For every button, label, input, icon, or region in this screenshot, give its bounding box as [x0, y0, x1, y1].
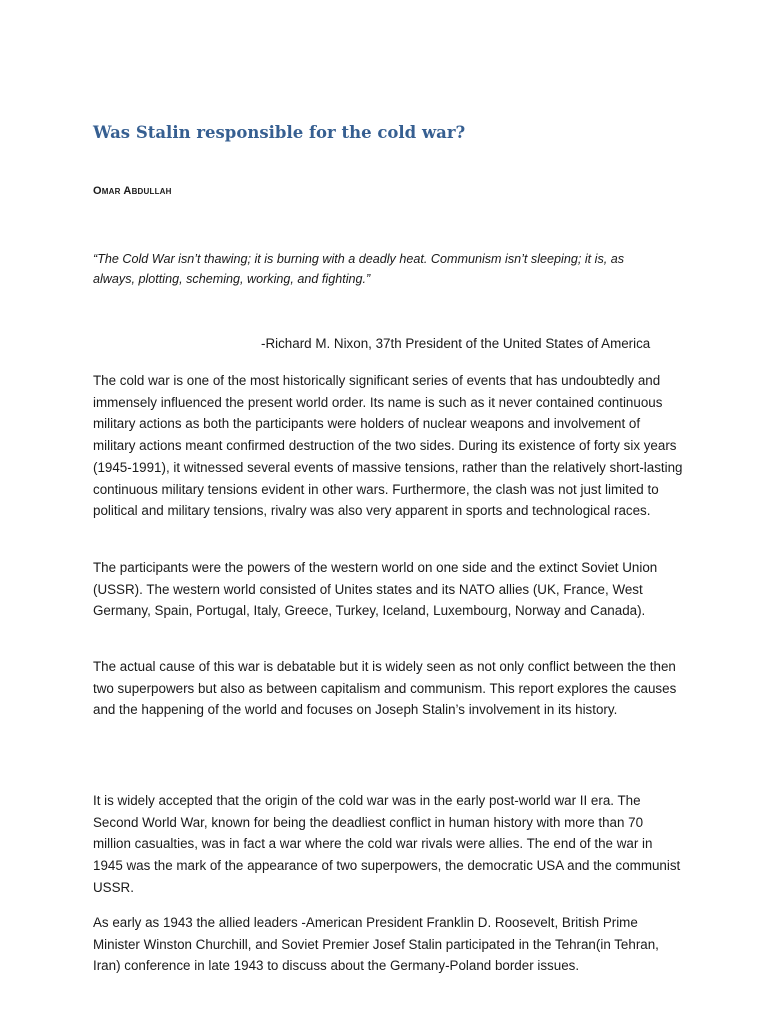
document-title: Was Stalin responsible for the cold war? — [93, 123, 466, 142]
body-paragraph: The cold war is one of the most historically significant series of events that has undoubtedly and immensely influenced the present world order. Its name is such as it never contained continuous military actions as both the participants were holders of nuclear weapons and involvement of military actions meant confirmed destruction of the two sides. During its existence of forty six years (1945-1991), it witnessed several events of massive tensions, rather than the relatively short-lasting continuous military tensions evident in other wars. Furthermore, the clash was not just limited to political and military tensions, rivalry was also very apparent in sports and technological races. — [93, 373, 683, 519]
body-paragraph: As early as 1943 the allied leaders -American President Franklin D. Roosevelt, British Prime Minister Winston Churchill, and Soviet Premier Josef Stalin participated in the Tehran(in Tehran, Iran) conference in late 1943 to discuss about the Germany-Poland border issues. — [93, 915, 659, 974]
quote-attribution: -Richard M. Nixon, 37th President of the United States of America — [261, 336, 651, 351]
body-paragraph: The participants were the powers of the western world on one side and the extinct Soviet Union (USSR). The western world consisted of Unites states and its NATO allies (UK, France, West Germany, Spain, Portugal, Italy, Greece, Turkey, Iceland, Luxembourg, Norway and Canada). — [93, 560, 658, 619]
body-paragraph: The actual cause of this war is debatable but it is widely seen as not only conflict between the then two superpowers but also as between capitalism and communism. This report explores the causes and the happening of the world and focuses on Joseph Stalin’s involvement in its history. — [93, 659, 677, 718]
epigraph-quote: “The Cold War isn’t thawing; it is burning with a deadly heat. Communism isn’t sleeping; it is, as always, plotting, scheming, working, and fighting.” — [93, 252, 625, 286]
author-name: Omar Abdullah — [93, 185, 172, 197]
body-paragraph: It is widely accepted that the origin of the cold war was in the early post-world war II era. The Second World War, known for being the deadliest conflict in human history with more than 70 million casualties, was in fact a war where the cold war rivals were allies. The end of the war in 1945 was the mark of the appearance of two superpowers, the democratic USA and the communist USSR. — [93, 793, 681, 895]
